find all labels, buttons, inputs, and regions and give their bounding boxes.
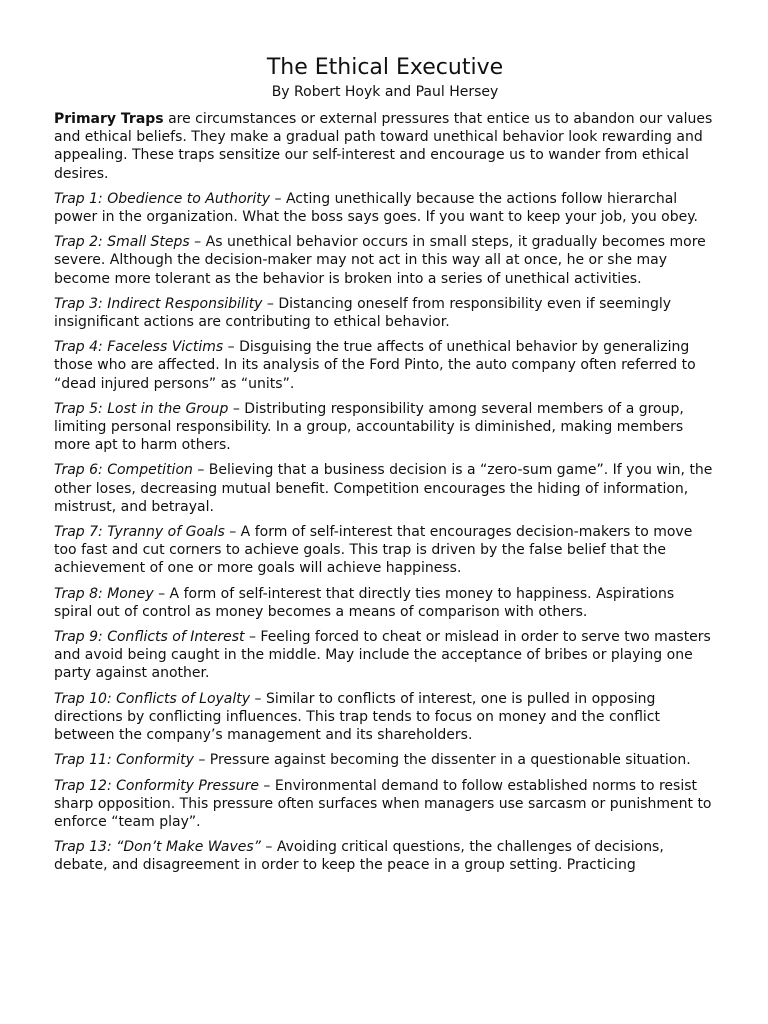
- trap-6-name: Trap 6: Competition: [54, 462, 193, 479]
- trap-1-text: – Acting unethically because the actions follow hierarchal power in the organization. What the boss says goes. If you want to keep your job, you obey.: [54, 190, 698, 226]
- trap-3-paragraph: [54, 295, 716, 331]
- trap-5-text: – Distributing responsibility among several members of a group, limiting personal responsibility. In a group, accountability is diminished, making members more apt to harm others.: [54, 400, 684, 454]
- intro-text: are circumstances or external pressures that entice us to abandon our values and ethical beliefs. They make a gradual path toward unethical behavior look rewarding and appealing. These traps sensitize our self-interest and encourage us to wander from ethical desires.: [54, 111, 713, 182]
- trap-4-name: Trap 4: Faceless Victims: [54, 339, 224, 356]
- trap-6-paragraph: [54, 461, 716, 516]
- trap-13-text: – Avoiding critical questions, the challenges of decisions, debate, and disagreement in order to keep the peace in a group setting. Practicing: [54, 839, 664, 874]
- trap-12-text: – Environmental demand to follow established norms to resist sharp opposition. This pressure often surfaces when managers use sarcasm or punishment to enforce “team play”.: [54, 777, 712, 830]
- trap-8-text: – A form of self-interest that directly ties money to happiness. Aspirations spiral out of control as money becomes a means of comparison with others.: [54, 585, 675, 620]
- trap-8-paragraph: [54, 585, 716, 621]
- trap-13-name: Trap 13: “Don’t Make Waves”: [54, 839, 261, 856]
- trap-12-paragraph: [54, 777, 716, 832]
- trap-7-name: Trap 7: Tyranny of Goals: [54, 524, 225, 541]
- trap-6-text: – Believing that a business decision is a “zero-sum game”. If you win, the other loses, decreasing mutual benefit. Competition encourages the hiding of information, mistrust, and betrayal.: [54, 462, 713, 515]
- trap-2-paragraph: [54, 233, 716, 288]
- trap-10-name: Trap 10: Conflicts of Loyalty: [54, 690, 251, 707]
- trap-9-name: Trap 9: Conflicts of Interest: [54, 629, 245, 646]
- trap-7-paragraph: [54, 523, 716, 578]
- trap-8-name: Trap 8: Money: [54, 585, 154, 602]
- intro-term: Primary Traps: [54, 111, 164, 127]
- trap-9-text: – Feeling forced to cheat or mislead in order to serve two masters and avoid being caught in the middle. May include the acceptance of bribes or playing one party against another.: [54, 629, 711, 682]
- trap-10-paragraph: [54, 690, 716, 745]
- trap-12-name: Trap 12: Conformity Pressure: [54, 777, 259, 794]
- trap-4-text: – Disguising the true affects of unethical behavior by generalizing those who are affected. In its analysis of the Ford Pinto, the auto company often referred to “dead injured persons” as “units”.: [54, 339, 696, 392]
- trap-3-text: – Distancing oneself from responsibility even if seemingly insignificant actions are contributing to ethical behavior.: [54, 295, 672, 331]
- document-title: The Ethical Executive: [266, 55, 504, 80]
- trap-2-text: – As unethical behavior occurs in small steps, it gradually becomes more severe. Although the decision-maker may not act in this way all at once, he or she may become more tolerant as the behavior is broken into a series of unethical activities.: [54, 234, 706, 287]
- trap-11-text: – Pressure against becoming the dissenter in a questionable situation.: [193, 752, 691, 769]
- trap-2-name: Trap 2: Small Steps: [54, 234, 190, 251]
- trap-10-text: – Similar to conflicts of interest, one is pulled in opposing directions by conflicting influences. This trap tends to focus on money and the conflict between the company’s management and its shareholders.: [54, 690, 660, 744]
- trap-1-name: Trap 1: Obedience to Authority: [54, 190, 271, 207]
- trap-5-name: Trap 5: Lost in the Group: [54, 400, 229, 417]
- document-page: [54, 54, 716, 882]
- trap-11-name: Trap 11: Conformity: [54, 752, 194, 769]
- trap-11-paragraph: [54, 751, 716, 769]
- trap-3-name: Trap 3: Indirect Responsibility: [54, 295, 263, 312]
- trap-4-paragraph: [54, 338, 716, 393]
- trap-9-paragraph: [54, 628, 716, 683]
- trap-7-text: – A form of self-interest that encourages decision-makers to move too fast and cut corners to achieve goals. This trap is driven by the false belief that the achievement of one or more goals will achieve happiness.: [54, 524, 693, 577]
- trap-1-paragraph: [54, 190, 716, 226]
- trap-5-paragraph: [54, 400, 716, 455]
- document-byline: By Robert Hoyk and Paul Hersey: [271, 84, 499, 100]
- trap-13-paragraph: [54, 838, 716, 874]
- intro-paragraph: [54, 110, 716, 183]
